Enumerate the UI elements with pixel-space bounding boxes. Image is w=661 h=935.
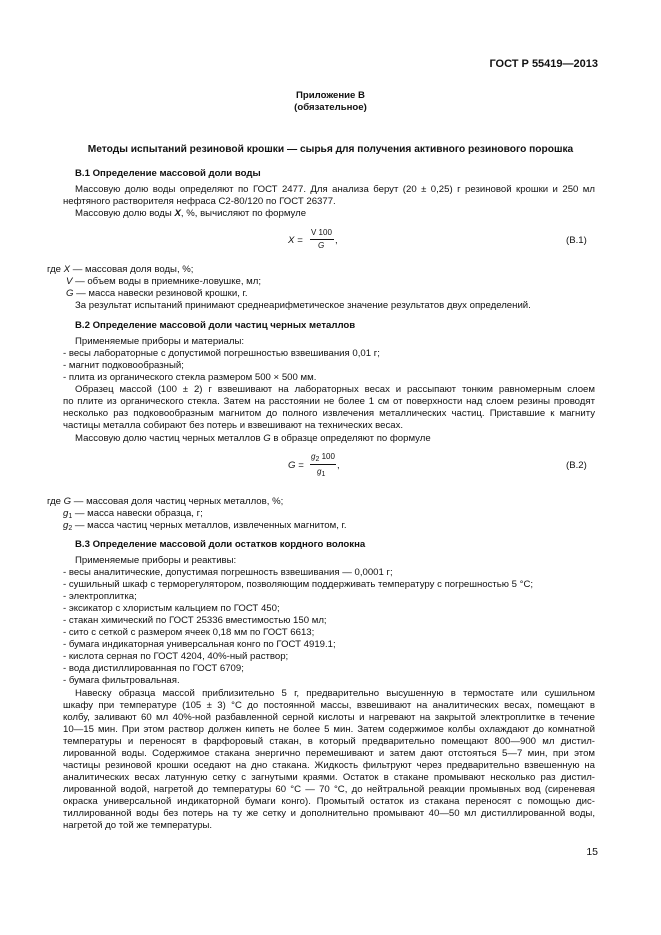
formula-b1-lhs: X = [288, 235, 303, 246]
b3-paragraph-line: лированной воды. Содержимое стакана энергично перемешивают и затем дают отстояться 5—7 мин, при этом [63, 748, 595, 759]
formula-b2-fraction-bar [310, 464, 336, 465]
formula-b2-lhs: G = [288, 460, 304, 471]
b3-paragraph-line: 10—15 мин. При этом раствор должен кипеть не более 5 мин. Затем содержимое колбы охлаждают до комнатной [63, 724, 595, 735]
b1-where-x: где X — массовая доля воды, %; [47, 264, 194, 275]
list-item: - весы аналитические, допустимая погрешность взвешивания — 0,0001 г; [63, 567, 393, 578]
b3-paragraph-line: шкафу при температуре (105 ± 3) °С до постоянной массы, взвешивают на аналитических весах, помещают в [63, 700, 595, 711]
list-item: - кислота серная по ГОСТ 4204, 40%-ный раствор; [63, 651, 289, 662]
b1-paragraph-line: нефтяного растворителя нефраса С2-80/120 по ГОСТ 26377. [63, 196, 336, 207]
b3-paragraph-line: нагретой до той же температуры. [63, 820, 213, 831]
section-b1-heading: В.1 Определение массовой доли воды [75, 168, 261, 179]
b3-paragraph-line: частицы резиновой крошки оседают на дно стакана. Жидкость фильтруют через предварительно взвешенную на [63, 760, 595, 771]
formula-b1-fraction-bar [310, 239, 334, 240]
formula-b1-label: (В.1) [566, 235, 587, 246]
b2-intro: Применяемые приборы и материалы: [75, 336, 245, 347]
list-item: - весы лабораторные с допустимой погрешностью взвешивания 0,01 г; [63, 348, 380, 359]
section-b2-heading: В.2 Определение массовой доли частиц черных металлов [75, 320, 356, 331]
formula-b1-comma: , [335, 235, 338, 246]
formula-b2-denominator: $g_1$ [317, 467, 326, 478]
b1-where-v: V — объем воды в приемнике-ловушке, мл; [66, 276, 262, 287]
b2-where-g2: $g_2$ — масса частиц черных металлов, извлеченных магнитом, г. [63, 520, 347, 532]
b1-paragraph-line: Массовую долю воды определяют по ГОСТ 2477. Для анализа берут (20 ± 0,25) г резиновой крошки и 250 мл [75, 184, 595, 195]
formula-b1-numerator: V 100 [311, 228, 332, 237]
b2-paragraph-line: частицы металла собирают без потерь и взвешивают на технических весах. [63, 420, 404, 431]
list-item: - сито с сеткой с размером ячеек 0,18 мм по ГОСТ 6613; [63, 627, 315, 638]
list-item: - вода дистиллированная по ГОСТ 6709; [63, 663, 244, 674]
b3-intro: Применяемые приборы и реактивы: [75, 555, 237, 566]
appendix-title: Приложение В [296, 90, 365, 101]
standard-number: ГОСТ Р 55419—2013 [489, 58, 598, 70]
list-item: - электроплитка; [63, 591, 137, 602]
formula-b2-comma: , [337, 460, 340, 471]
b3-paragraph-line: Навеску образца массой приблизительно 5 г, предварительно высушенную в термостате или сушильном [75, 688, 595, 699]
b2-where-g: где G — массовая доля частиц черных металлов, %; [47, 496, 284, 507]
list-item: - плита из органического стекла размером 500 × 500 мм. [63, 372, 317, 383]
b2-where-g1: $g_1$ — масса навески образца, г; [63, 508, 203, 520]
formula-b2-label: (В.2) [566, 460, 587, 471]
b3-paragraph-line: температуры и переносят в фарфоровый стакан, в который предварительно помещают 800—900 мл дистил- [63, 736, 595, 747]
page-number: 15 [586, 846, 598, 858]
b3-paragraph-line: колбу, заливают 60 мл 40%-ной разбавленной серной кислоты и нагревают на закрытой электроплитке в течение [63, 712, 595, 723]
b3-paragraph-line: лированной водой, нагретой до температуры 60 °С — 70 °С, до нейтральной реакции промывных вод (сиреневая [63, 784, 595, 795]
list-item: - стакан химический по ГОСТ 25336 вместимостью 150 мл; [63, 615, 327, 626]
formula-b1-denominator: G [318, 241, 325, 250]
appendix-status: (обязательное) [294, 102, 367, 113]
b2-paragraph-line: по плите из органического стекла. Затем на расстоянии не более 1 см от поверхности над слоем резины проводят [63, 396, 595, 407]
list-item: - бумага индикаторная универсальная конго по ГОСТ 4919.1; [63, 639, 336, 650]
formula-b2-numerator: $g_2$ 100 [311, 452, 335, 463]
b2-paragraph-line: Образец массой (100 ± 2) г взвешивают на лабораторных весах и рассыпают тонким равномерным слоем [75, 384, 595, 395]
list-item: - бумага фильтровальная. [63, 675, 180, 686]
b3-paragraph-line: аналитических весах латунную сетку с загнутыми краями. Остаток в стакане промывают несколько раз дистил- [63, 772, 595, 783]
main-title: Методы испытаний резиновой крошки — сырья для получения активного резинового порошка [87, 144, 574, 155]
b2-paragraph-line: несколько раз подковообразным магнитом до полного извлечения металлических частиц. Приставшие к магниту [63, 408, 595, 419]
b3-paragraph-line: тиллированной воды без потерь на ту же сетку и дополнительно промывают 40—50 мл дистиллированной воды, [63, 808, 595, 819]
b2-formula-intro: Массовую долю частиц черных металлов G в образце определяют по формуле [75, 433, 431, 444]
section-b3-heading: В.3 Определение массовой доли остатков кордного волокна [75, 539, 366, 550]
list-item: - эксикатор с хлористым кальцием по ГОСТ 450; [63, 603, 280, 614]
b3-paragraph-line: окраска универсальной индикаторной бумаги конго). Промытый остаток из стакана переносят с помощью дис- [63, 796, 595, 807]
b1-result-text: За результат испытаний принимают среднеарифметическое значение результатов двух определений. [75, 300, 531, 311]
b1-formula-intro: Массовую долю воды X, %, вычисляют по формуле [75, 208, 307, 219]
list-item: - магнит подковообразный; [63, 360, 184, 371]
list-item: - сушильный шкаф с терморегулятором, позволяющим поддерживать температуру с погрешностью 5 °С; [63, 579, 534, 590]
b1-where-g: G — масса навески резиновой крошки, г. [66, 288, 248, 299]
